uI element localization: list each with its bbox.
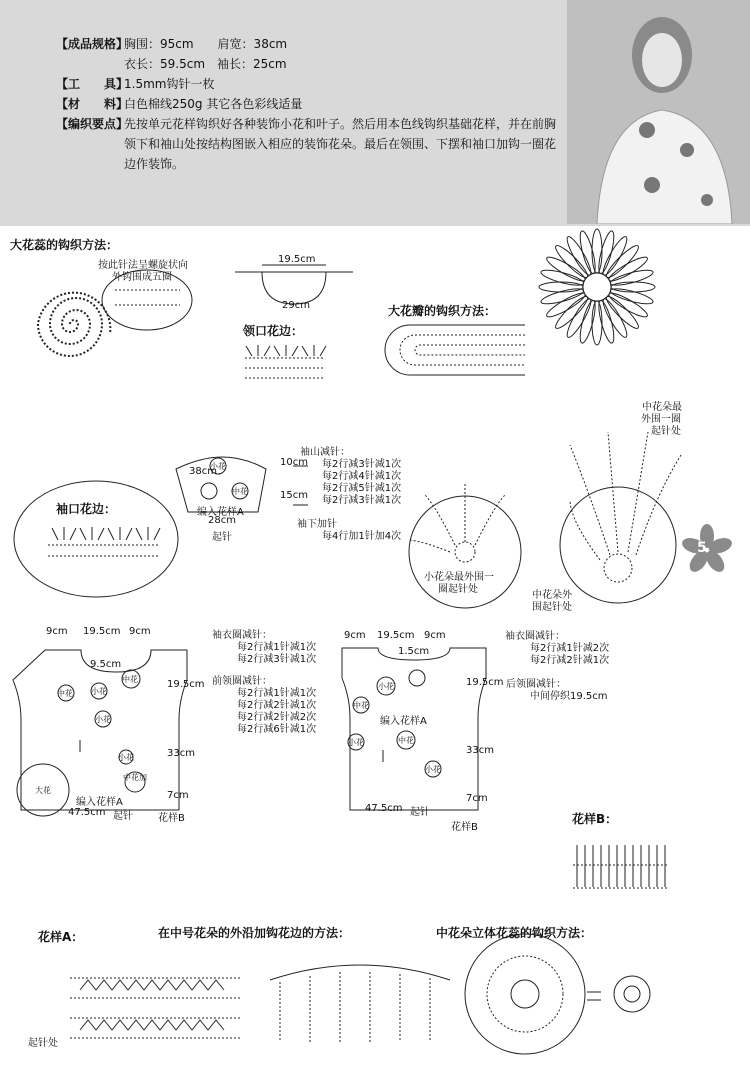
spec-value: 1.5mm钩针一枚 xyxy=(124,77,215,91)
front-dim-body: 33cm xyxy=(466,745,494,756)
sleeve-pattern: 编入花样A xyxy=(197,507,244,518)
flower-label: 中花 xyxy=(398,736,414,745)
spec-label: 【材 料】 xyxy=(56,97,129,111)
back-dim-7: 7cm xyxy=(167,790,189,801)
sleeve-dim-28: 28cm xyxy=(208,515,236,526)
back-neck-dec: 每2行减6针减1次 xyxy=(237,724,317,735)
mid-edge-title: 在中号花朵的外沿加钩花边的方法： xyxy=(158,926,351,940)
mid-flower-note-3: 起针处 xyxy=(651,426,681,437)
sleeve-cap-title: 袖山减针： xyxy=(300,447,350,458)
back-neck-dec: 每2行减2针减2次 xyxy=(237,712,317,723)
sleeve-cap-dec: 每2行减4针减1次 xyxy=(322,471,402,482)
sleeve-dim-38: 38cm xyxy=(189,466,217,477)
cuff-edge-title: 袖口花边： xyxy=(56,502,117,516)
big-stamen-title: 大花蕊的钩织方法： xyxy=(10,238,119,252)
sleeve-under-title: 袖下加针 xyxy=(297,519,337,530)
front-dim-armhole: 19.5cm xyxy=(466,677,504,688)
back-dim-top: 9cm xyxy=(46,626,68,637)
flower-label: 中花 xyxy=(57,689,73,698)
sleeve-cap-dec: 每2行减3针减1次 xyxy=(322,459,402,470)
flower-label: 大花 xyxy=(35,786,51,795)
front-dim-top: 9cm xyxy=(344,630,366,641)
front-neck-depth: 1.5cm xyxy=(398,646,430,657)
flower-label: 小花 xyxy=(378,682,394,691)
front-width: 47.5cm xyxy=(365,803,403,814)
front-neck-dec: 中间停织19.5cm xyxy=(530,691,608,702)
back-armhole-dec: 每2行减3针减1次 xyxy=(237,654,317,665)
back-dim-body: 33cm xyxy=(167,748,195,759)
spec-value: 先按单元花样钩织好各种装饰小花和叶子。然后用本色线钩织基础花样，并在前胸领下和袖山处按结构图嵌入相应的装饰花朵。最后在领围、下摆和袖口加钩一圈花边作装饰。 xyxy=(124,117,557,171)
front-dim-7: 7cm xyxy=(466,793,488,804)
front-start: 起针 xyxy=(410,807,430,818)
pattern-a-title: 花样A： xyxy=(38,930,84,944)
front-armhole-dec: 每2行减1针减2次 xyxy=(530,643,610,654)
front-neck-title: 后领圈减针： xyxy=(506,679,566,690)
flower-label: 中花 xyxy=(232,487,248,496)
front-pattern-b: 花样B xyxy=(451,822,478,833)
spiral-note-1: 按此针法呈螺旋状向 xyxy=(98,260,188,271)
pattern-b-title: 花样B： xyxy=(572,812,618,826)
flower-label: 小花 xyxy=(118,753,134,762)
back-armhole-dec: 每2行减1针减1次 xyxy=(237,642,317,653)
neck-edge-title: 领口花边： xyxy=(243,324,304,338)
flower-label: 小花 xyxy=(348,738,364,747)
mid-flower-note-2: 外围一圈 xyxy=(641,414,681,425)
spec-label: 【编织要点】 xyxy=(56,117,129,131)
front-armhole-dec: 每2行减2针减1次 xyxy=(530,655,610,666)
back-width: 47.5cm xyxy=(68,807,106,818)
back-pattern-a: 编入花样A xyxy=(76,797,123,808)
spec-value: 白色棉线250g 其它各色彩线适量 xyxy=(124,97,303,111)
front-dim-top: 9cm xyxy=(424,630,446,641)
spec-value: 胸围：95cm 肩宽：38cm xyxy=(124,37,288,51)
sleeve-dim-10: 10cm xyxy=(280,457,308,468)
neck-bottom-dim: 29cm xyxy=(282,300,310,311)
sleeve-under-inc: 每4行加1针加4次 xyxy=(322,531,402,542)
back-armhole-title: 袖衣圈减针： xyxy=(212,630,272,641)
back-neck-dec: 每2行减2针减1次 xyxy=(237,700,317,711)
mid-flower-note-1: 中花朵最 xyxy=(642,402,682,413)
sleeve-cap-dec: 每2行减3针减1次 xyxy=(322,495,402,506)
back-neck-dec: 每2行减1针减1次 xyxy=(237,688,317,699)
neck-top-dim: 19.5cm xyxy=(278,254,316,265)
page-number: 5 xyxy=(697,540,707,556)
flower-label: 中花 xyxy=(353,701,369,710)
back-dim-top: 19.5cm xyxy=(83,626,121,637)
front-armhole-title: 袖衣圈减针： xyxy=(505,631,565,642)
big-petal-title: 大花瓣的钩织方法： xyxy=(388,304,497,318)
small-flower-note-2: 圈起针处 xyxy=(438,584,478,595)
flower-label: 中花加 xyxy=(123,773,147,782)
back-neck-title: 前领圈减针： xyxy=(212,676,272,687)
small-flower-note-1: 小花朵最外围一 xyxy=(424,572,494,583)
back-dim-top: 9cm xyxy=(129,626,151,637)
back-neck-depth: 9.5cm xyxy=(90,659,122,670)
mid-stamen-title: 中花朵立体花蕊的钩织方法： xyxy=(436,926,593,940)
sleeve-cap-dec: 每2行减5针减1次 xyxy=(322,483,402,494)
mid-flower-outer-1: 中花朵外 xyxy=(532,590,572,601)
back-dim-armhole: 19.5cm xyxy=(167,679,205,690)
flower-label: 小花 xyxy=(210,462,226,471)
spec-value: 衣长：59.5cm 袖长：25cm xyxy=(124,57,287,71)
mid-flower-outer-2: 围起针处 xyxy=(532,602,572,613)
flower-label: 小花 xyxy=(95,715,111,724)
front-pattern-a: 编入花样A xyxy=(380,716,427,727)
spiral-note-2: 外钩围成五圈 xyxy=(112,272,172,283)
flower-label: 小花 xyxy=(91,687,107,696)
front-dim-top: 19.5cm xyxy=(377,630,415,641)
spec-label: 【工 具】 xyxy=(56,77,129,91)
sleeve-dim-15: 15cm xyxy=(280,490,308,501)
back-pattern-b: 花样B xyxy=(158,813,185,824)
flower-label: 中花 xyxy=(122,675,138,684)
back-start: 起针 xyxy=(113,811,133,822)
pattern-a-start: 起针处 xyxy=(28,1038,58,1049)
sleeve-start: 起针 xyxy=(212,532,232,543)
flower-label: 小花 xyxy=(425,765,441,774)
spec-label: 【成品规格】 xyxy=(56,37,129,51)
